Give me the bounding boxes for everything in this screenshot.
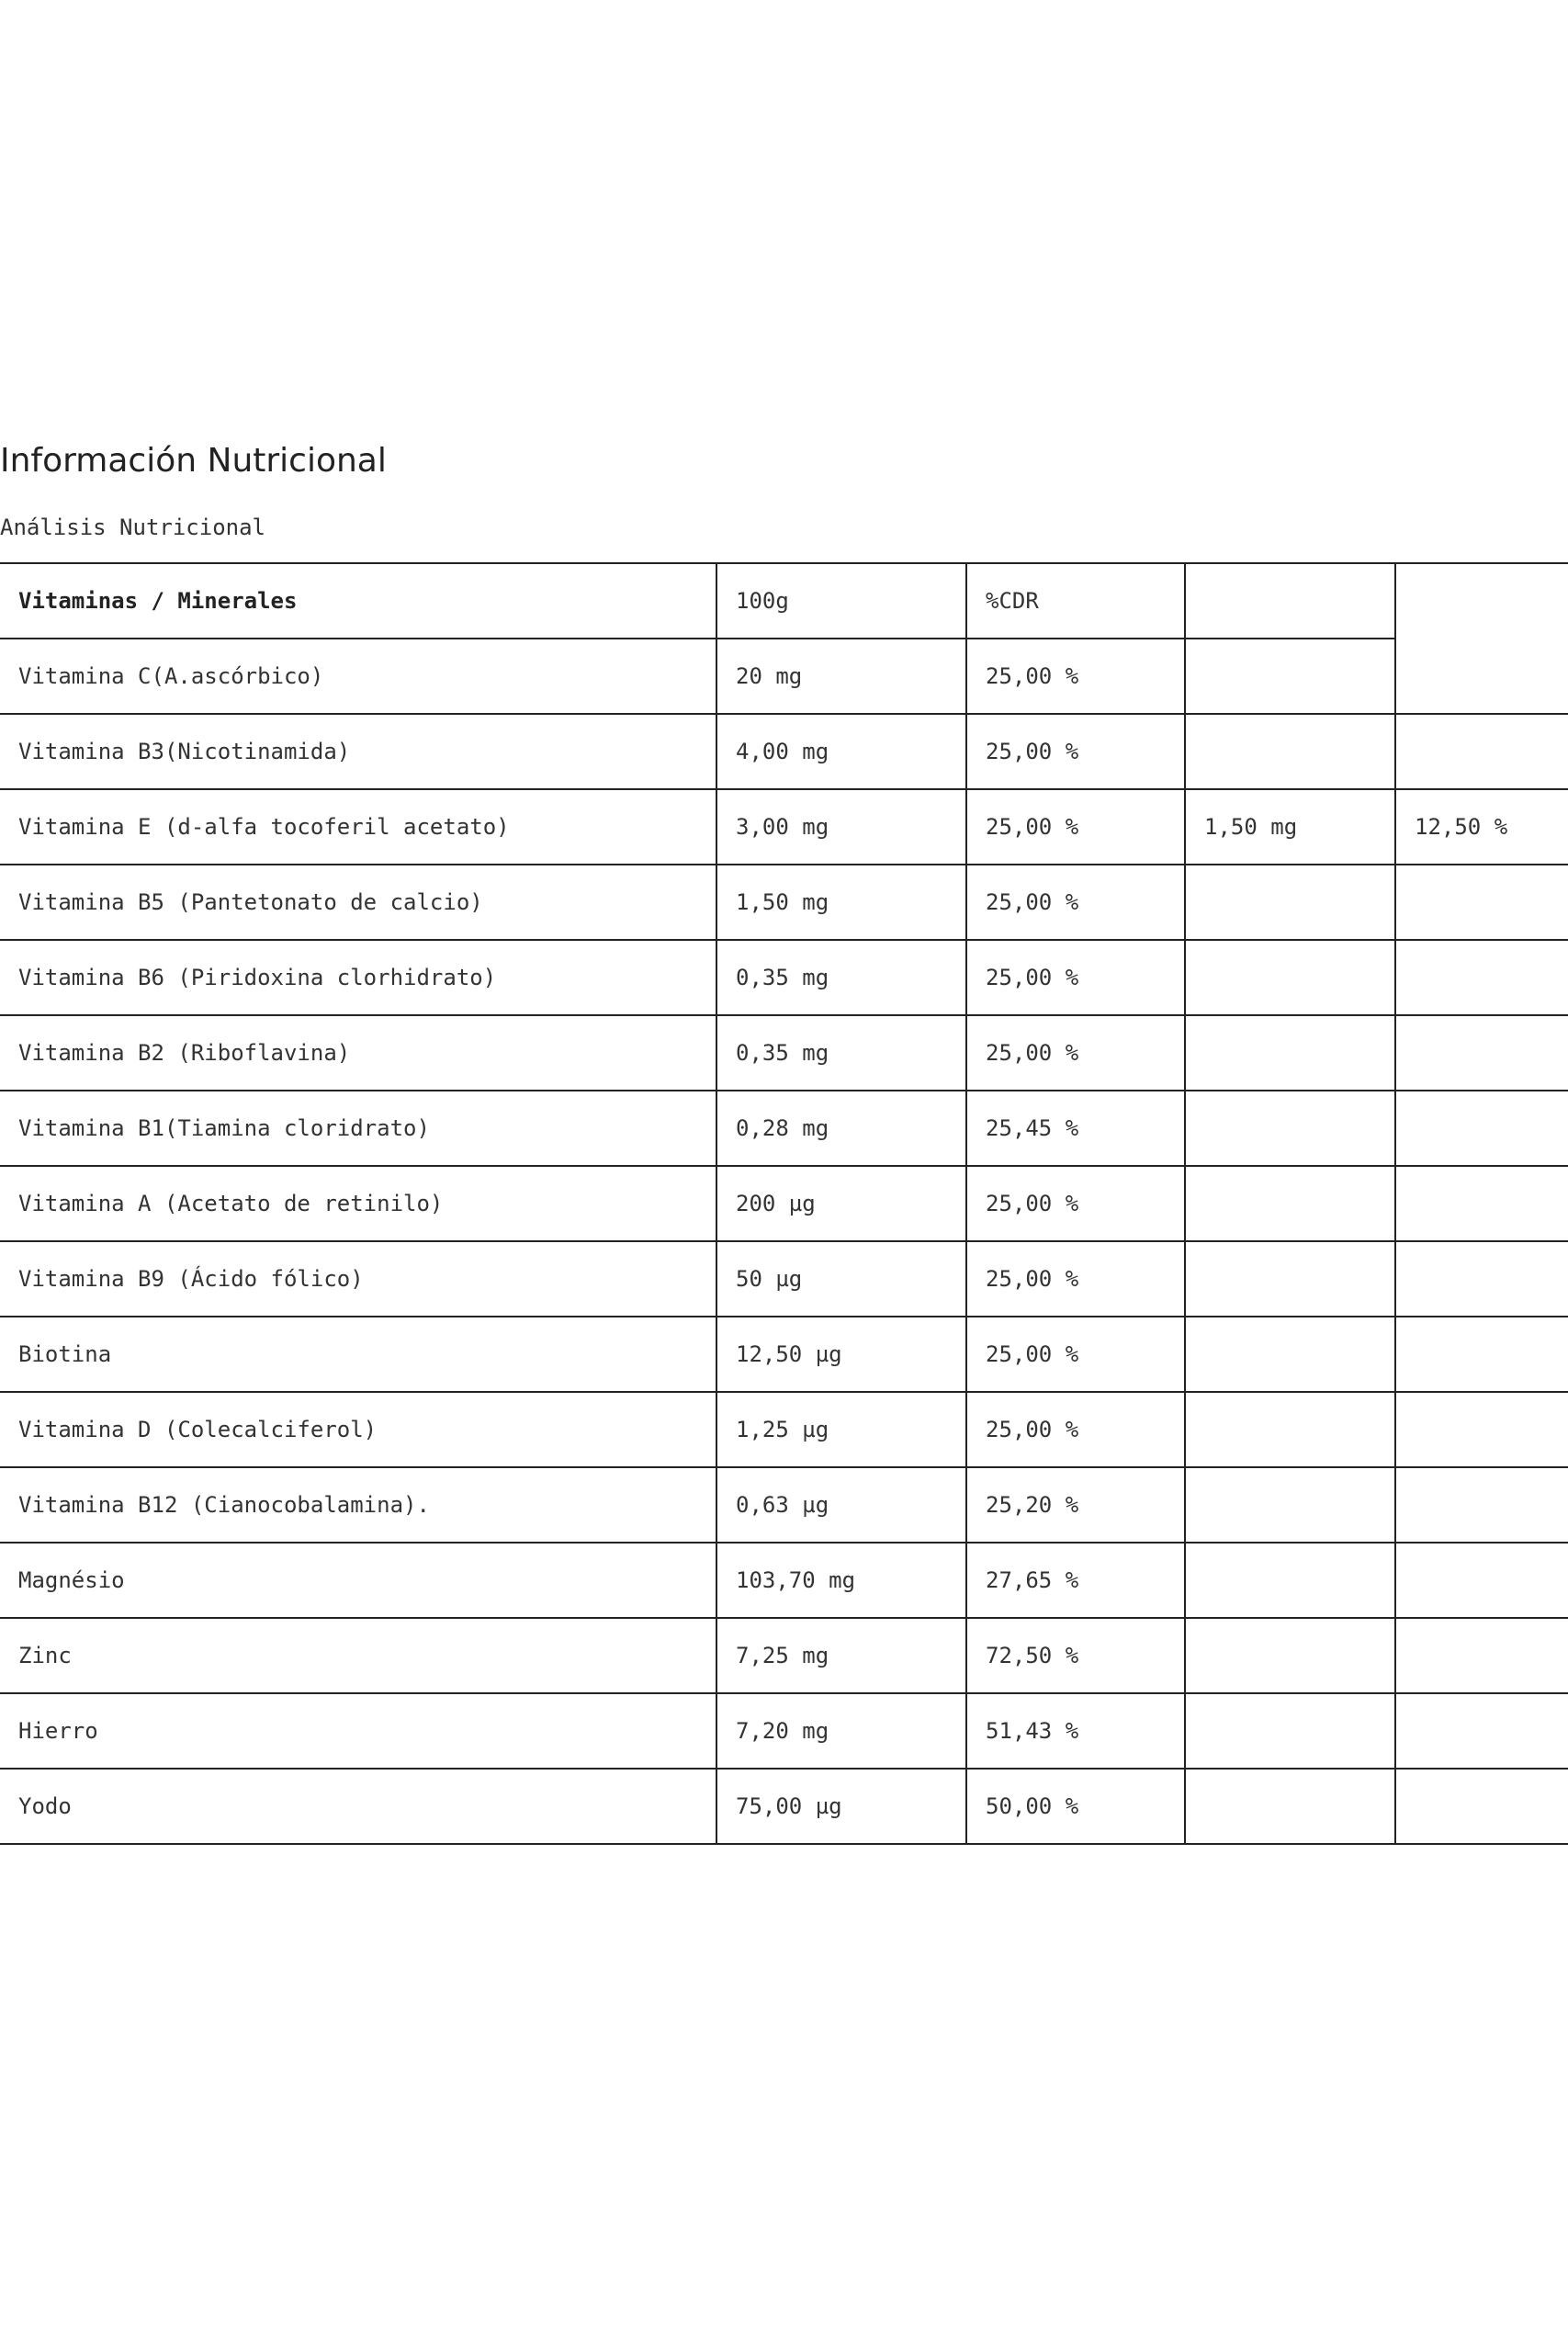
cell-extra-percent (1395, 1467, 1568, 1543)
cell-cdr-percent: 25,00 % (966, 940, 1185, 1015)
cell-per-100g: 3,00 mg (716, 789, 966, 865)
cell-nutrient-name: Vitamina B3(Nicotinamida) (0, 714, 716, 789)
table-row (0, 1317, 1568, 1392)
cell-extra-percent (1395, 940, 1568, 1015)
header-cell-extra-percent (1395, 563, 1568, 639)
cell-cdr-percent: 25,00 % (966, 714, 1185, 789)
cell-cdr-percent: 25,20 % (966, 1467, 1185, 1543)
cell-cdr-percent: 25,00 % (966, 1015, 1185, 1091)
cell-extra-amount (1185, 1693, 1395, 1769)
cell-extra-percent (1395, 1166, 1568, 1241)
cell-extra-amount (1185, 1769, 1395, 1844)
cell-extra-amount (1185, 1618, 1395, 1693)
cell-extra-amount (1185, 1317, 1395, 1392)
cell-extra-amount (1185, 1241, 1395, 1317)
cell-cdr-percent: 25,00 % (966, 639, 1185, 714)
cell-nutrient-name: Magnésio (0, 1543, 716, 1618)
cell-extra-amount (1185, 1015, 1395, 1091)
cell-extra-amount (1185, 714, 1395, 789)
cell-per-100g: 103,70 mg (716, 1543, 966, 1618)
cell-nutrient-name: Biotina (0, 1317, 716, 1392)
cell-cdr-percent: 25,00 % (966, 1241, 1185, 1317)
cell-per-100g: 0,35 mg (716, 940, 966, 1015)
cell-extra-percent (1395, 1015, 1568, 1091)
table-header-row (0, 563, 1568, 639)
cell-extra-amount (1185, 865, 1395, 940)
cell-extra-amount: 1,50 mg (1185, 789, 1395, 865)
cell-extra-percent (1395, 1769, 1568, 1844)
cell-cdr-percent: 27,65 % (966, 1543, 1185, 1618)
cell-per-100g: 12,50 µg (716, 1317, 966, 1392)
cell-per-100g: 7,20 mg (716, 1693, 966, 1769)
cell-extra-percent (1395, 714, 1568, 789)
cell-nutrient-name: Vitamina B6 (Piridoxina clorhidrato) (0, 940, 716, 1015)
table-row (0, 1543, 1568, 1618)
cell-extra-amount (1185, 1091, 1395, 1166)
cell-per-100g: 0,28 mg (716, 1091, 966, 1166)
table-row (0, 1769, 1568, 1844)
cell-per-100g: 0,35 mg (716, 1015, 966, 1091)
cell-nutrient-name: Vitamina A (Acetato de retinilo) (0, 1166, 716, 1241)
cell-nutrient-name: Vitamina B12 (Cianocobalamina). (0, 1467, 716, 1543)
cell-extra-amount (1185, 1392, 1395, 1467)
cell-nutrient-name: Vitamina B5 (Pantetonato de calcio) (0, 865, 716, 940)
cell-nutrient-name: Vitamina C(A.ascórbico) (0, 639, 716, 714)
nutrition-table (0, 562, 1568, 1845)
cell-nutrient-name: Hierro (0, 1693, 716, 1769)
cell-cdr-percent: 51,43 % (966, 1693, 1185, 1769)
cell-extra-percent (1395, 1618, 1568, 1693)
cell-cdr-percent: 25,00 % (966, 789, 1185, 865)
cell-per-100g: 75,00 µg (716, 1769, 966, 1844)
cell-extra-amount (1185, 1467, 1395, 1543)
table-row (0, 1091, 1568, 1166)
cell-nutrient-name: Zinc (0, 1618, 716, 1693)
page-title: Información Nutricional (0, 442, 387, 480)
cell-per-100g: 20 mg (716, 639, 966, 714)
cell-nutrient-name: Vitamina E (d-alfa tocoferil acetato) (0, 789, 716, 865)
cell-cdr-percent: 72,50 % (966, 1618, 1185, 1693)
cell-cdr-percent: 25,00 % (966, 1392, 1185, 1467)
header-cell-cdr-percent: %CDR (966, 563, 1185, 639)
table-row (0, 1693, 1568, 1769)
table-row (0, 865, 1568, 940)
cell-extra-percent (1395, 639, 1568, 714)
cell-extra-amount (1185, 940, 1395, 1015)
cell-per-100g: 200 µg (716, 1166, 966, 1241)
cell-per-100g: 4,00 mg (716, 714, 966, 789)
header-cell-per-100g: 100g (716, 563, 966, 639)
cell-per-100g: 1,25 µg (716, 1392, 966, 1467)
cell-cdr-percent: 50,00 % (966, 1769, 1185, 1844)
cell-extra-percent (1395, 1543, 1568, 1618)
table-row (0, 1015, 1568, 1091)
cell-nutrient-name: Vitamina B9 (Ácido fólico) (0, 1241, 716, 1317)
table-row (0, 940, 1568, 1015)
table-body (0, 563, 1568, 1844)
cell-extra-percent (1395, 865, 1568, 940)
cell-extra-percent (1395, 1392, 1568, 1467)
header-cell-extra-amount (1185, 563, 1395, 639)
cell-cdr-percent: 25,45 % (966, 1091, 1185, 1166)
table-row (0, 1467, 1568, 1543)
table-row (0, 639, 1568, 714)
cell-per-100g: 1,50 mg (716, 865, 966, 940)
cell-nutrient-name: Vitamina B1(Tiamina cloridrato) (0, 1091, 716, 1166)
cell-per-100g: 7,25 mg (716, 1618, 966, 1693)
cell-nutrient-name: Yodo (0, 1769, 716, 1844)
cell-extra-percent (1395, 1241, 1568, 1317)
cell-cdr-percent: 25,00 % (966, 865, 1185, 940)
table-row (0, 1166, 1568, 1241)
cell-extra-amount (1185, 1166, 1395, 1241)
cell-extra-percent (1395, 1317, 1568, 1392)
cell-extra-percent (1395, 1693, 1568, 1769)
cell-nutrient-name: Vitamina D (Colecalciferol) (0, 1392, 716, 1467)
cell-extra-percent: 12,50 % (1395, 789, 1568, 865)
cell-per-100g: 50 µg (716, 1241, 966, 1317)
table-row (0, 1618, 1568, 1693)
table-row (0, 789, 1568, 865)
table-row (0, 714, 1568, 789)
table-row (0, 1392, 1568, 1467)
table-row (0, 1241, 1568, 1317)
header-cell-nutrient-name: Vitaminas / Minerales (0, 563, 716, 639)
cell-nutrient-name: Vitamina B2 (Riboflavina) (0, 1015, 716, 1091)
cell-cdr-percent: 25,00 % (966, 1166, 1185, 1241)
cell-per-100g: 0,63 µg (716, 1467, 966, 1543)
cell-extra-amount (1185, 1543, 1395, 1618)
cell-extra-amount (1185, 639, 1395, 714)
cell-cdr-percent: 25,00 % (966, 1317, 1185, 1392)
section-subtitle: Análisis Nutricional (0, 514, 265, 540)
cell-extra-percent (1395, 1091, 1568, 1166)
